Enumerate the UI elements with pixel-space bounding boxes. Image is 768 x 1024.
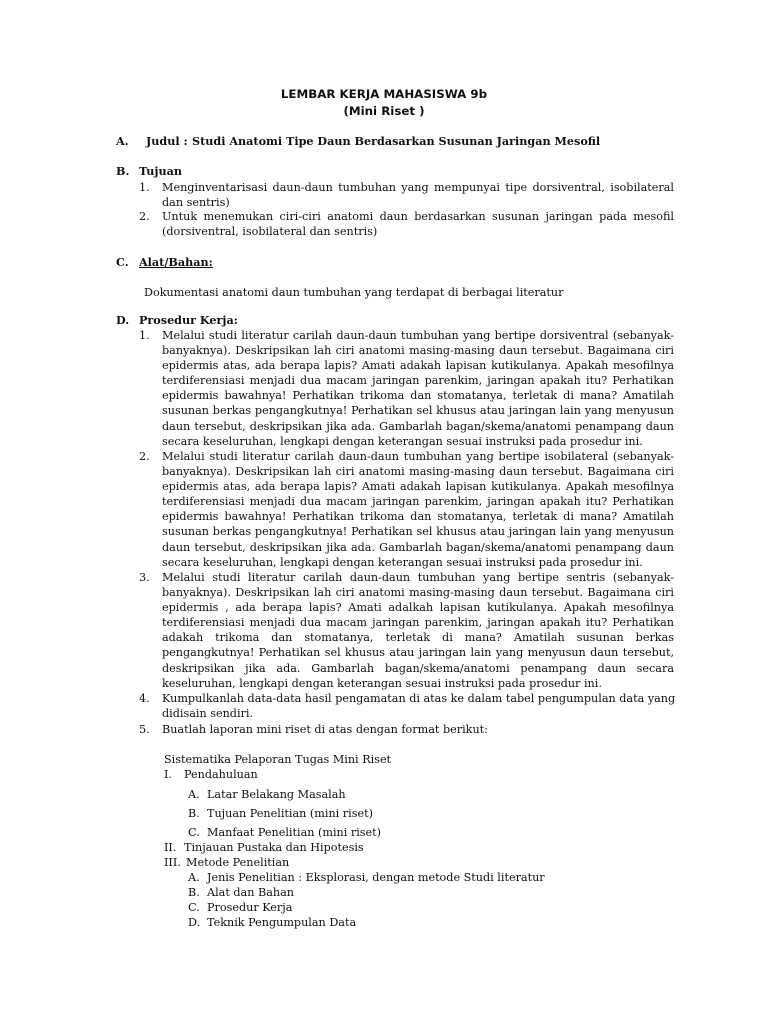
prosedur-3-line: Melalui studi literatur carilah daun-daun tumbuhan yang bertipe sentris (sebanyak- bbox=[162, 571, 674, 584]
outline-section-label: Pendahuluan bbox=[184, 768, 258, 781]
outline-sub-number: D. bbox=[188, 916, 201, 929]
document-subtitle: (Mini Riset ) bbox=[343, 104, 425, 118]
outline-section-number: II. bbox=[164, 841, 177, 854]
section-c-text: Dokumentasi anatomi daun tumbuhan yang terdapat di berbagai literatur bbox=[144, 286, 564, 299]
prosedur-3-line: adakah trikoma dan stomatanya, terletak di mana? Amatilah susunan berkas bbox=[162, 631, 674, 645]
prosedur-2-line: banyaknya). Deskripsikan lah ciri anatomi masing-masing daun tersebut. Bagaimana ciri bbox=[162, 465, 674, 479]
prosedur-1-line: secara keseluruhan, lengkapi dengan keterangan sesuai instruksi pada prosedur ini. bbox=[162, 434, 643, 448]
prosedur-3-line: keseluruhan, lengkapi dengan keterangan sesuai instruksi pada prosedur ini. bbox=[162, 676, 602, 690]
outline-section-number: III. bbox=[164, 856, 181, 869]
prosedur-3-line: banyaknya). Deskripsikan lah ciri anatomi masing-masing daun tersebut. Bagaimana ciri bbox=[162, 586, 674, 600]
outline-sub-number: A. bbox=[188, 788, 200, 801]
section-b-heading: Tujuan bbox=[139, 164, 182, 178]
section-b-letter: B. bbox=[116, 164, 130, 178]
section-d-heading: Prosedur Kerja: bbox=[139, 313, 238, 327]
prosedur-3-text bbox=[162, 570, 674, 691]
outline-sub-label: Prosedur Kerja bbox=[207, 901, 293, 914]
prosedur-3-number: 3. bbox=[139, 571, 150, 584]
prosedur-2-line: epidermis atas, ada berapa lapis? Amati adakah lapisan kutikulanya. Apakah mesofilnya bbox=[162, 480, 674, 494]
prosedur-5-text: Buatlah laporan mini riset di atas dengan format berikut: bbox=[162, 723, 488, 736]
prosedur-1-line: Melalui studi literatur carilah daun-daun tumbuhan yang bertipe dorsiventral (sebanyak- bbox=[162, 329, 674, 342]
outline-sub-number: A. bbox=[188, 871, 200, 884]
prosedur-1-line: epidermis bawahnya! Perhatikan trikoma dan stomatanya, terletak di mana? Amatilah bbox=[162, 389, 674, 403]
outline-sub-label: Alat dan Bahan bbox=[207, 886, 294, 899]
prosedur-2-line: Melalui studi literatur carilah daun-daun tumbuhan yang bertipe isobilateral (sebanyak- bbox=[162, 450, 674, 463]
prosedur-3-line: deskripsikan jika ada. Gambarlah bagan/skema/anatomi penampang daun secara bbox=[162, 661, 674, 675]
prosedur-1-number: 1. bbox=[139, 329, 150, 342]
prosedur-1-line: susunan berkas pengangkutnya! Perhatikan sel khusus atau jaringan lain yang menyusun bbox=[162, 404, 674, 418]
prosedur-2-line: terdiferensiasi menjadi dua macam jaringan parenkim, jaringan apakah itu? Perhatikan bbox=[162, 495, 674, 509]
section-a-letter: A. bbox=[116, 134, 129, 148]
tujuan-1-text bbox=[162, 180, 674, 210]
tujuan-2-number: 2. bbox=[139, 210, 150, 223]
outline-sub-number: B. bbox=[188, 807, 200, 820]
prosedur-1-line: banyaknya). Deskripsikan lah ciri anatomi masing-masing daun tersebut. Bagaimana ciri bbox=[162, 344, 674, 358]
outline-section-number: I. bbox=[164, 768, 172, 781]
prosedur-3-line: epidermis , ada berapa lapis? Amati adalkah lapisan kutikulanya. Apakah mesofilnya bbox=[162, 601, 674, 615]
prosedur-1-line: terdiferensiasi menjadi dua macam jaringan parenkim, jaringan apakah itu? Perhatikan bbox=[162, 374, 674, 388]
outline-sub-label: Teknik Pengumpulan Data bbox=[207, 916, 357, 929]
prosedur-4-line: didisain sendiri. bbox=[162, 707, 254, 721]
outline-sub-label: Tujuan Penelitian (mini riset) bbox=[207, 807, 373, 820]
tujuan-1-line: dan sentris) bbox=[162, 196, 230, 210]
prosedur-3-line: terdiferensiasi menjadi dua macam jaringan parenkim, jaringan apakah itu? Perhatikan bbox=[162, 616, 674, 630]
outline-sub-number: C. bbox=[188, 901, 200, 914]
tujuan-1-number: 1. bbox=[139, 181, 150, 194]
outline-sub-label: Jenis Penelitian : Eksplorasi, dengan metode Studi literatur bbox=[207, 871, 545, 884]
prosedur-1-line: daun tersebut, deskripsikan jika ada. Gambarlah bagan/skema/anatomi penampang daun bbox=[162, 419, 674, 433]
section-d-letter: D. bbox=[116, 313, 130, 327]
outline-title: Sistematika Pelaporan Tugas Mini Riset bbox=[164, 753, 392, 766]
outline-section-label: Tinjauan Pustaka dan Hipotesis bbox=[184, 841, 364, 854]
prosedur-1-text bbox=[162, 328, 674, 449]
prosedur-3-line: pengangkutnya! Perhatikan sel khusus atau jaringan lain yang menyusun daun tersebut, bbox=[162, 646, 674, 660]
prosedur-2-line: susunan berkas pengangkutnya! Perhatikan sel khusus atau jaringan lain yang menyusun bbox=[162, 525, 674, 539]
section-a-label: Judul : bbox=[146, 134, 188, 148]
outline-sub-number: C. bbox=[188, 826, 200, 839]
prosedur-5-number: 5. bbox=[139, 723, 150, 736]
prosedur-2-line: epidermis bawahnya! Perhatikan trikoma dan stomatanya, terletak di mana? Amatilah bbox=[162, 510, 674, 524]
prosedur-2-text bbox=[162, 449, 674, 570]
section-a-title: Studi Anatomi Tipe Daun Berdasarkan Susunan Jaringan Mesofil bbox=[192, 134, 601, 148]
outline-sub-label: Latar Belakang Masalah bbox=[207, 788, 346, 801]
outline-sub-number: B. bbox=[188, 886, 200, 899]
section-c-heading: Alat/Bahan: bbox=[139, 255, 213, 269]
prosedur-2-line: daun tersebut, deskripsikan jika ada. Gambarlah bagan/skema/anatomi penampang daun bbox=[162, 540, 674, 554]
prosedur-4-number: 4. bbox=[139, 692, 150, 705]
outline-section-label: Metode Penelitian bbox=[186, 856, 290, 869]
prosedur-4-line: Kumpulkanlah data-data hasil pengamatan di atas ke dalam tabel pengumpulan data yang bbox=[162, 692, 676, 705]
section-c-letter: C. bbox=[116, 255, 129, 269]
tujuan-2-text bbox=[162, 209, 674, 239]
prosedur-2-number: 2. bbox=[139, 450, 150, 463]
tujuan-2-line: Untuk menemukan ciri-ciri anatomi daun berdasarkan susunan jaringan pada mesofil bbox=[162, 210, 674, 223]
tujuan-1-line: Menginventarisasi daun-daun tumbuhan yang mempunyai tipe dorsiventral, isobilateral bbox=[162, 181, 674, 194]
prosedur-2-line: secara keseluruhan, lengkapi dengan keterangan sesuai instruksi pada prosedur ini. bbox=[162, 555, 643, 569]
prosedur-1-line: epidermis atas, ada berapa lapis? Amati adakah lapisan kutikulanya. Apakah mesofilnya bbox=[162, 359, 674, 373]
outline-sub-label: Manfaat Penelitian (mini riset) bbox=[207, 826, 382, 839]
tujuan-2-line: (dorsiventral, isobilateral dan sentris) bbox=[162, 225, 378, 239]
document-title: LEMBAR KERJA MAHASISWA 9b bbox=[280, 87, 488, 101]
prosedur-4-text bbox=[162, 691, 674, 721]
